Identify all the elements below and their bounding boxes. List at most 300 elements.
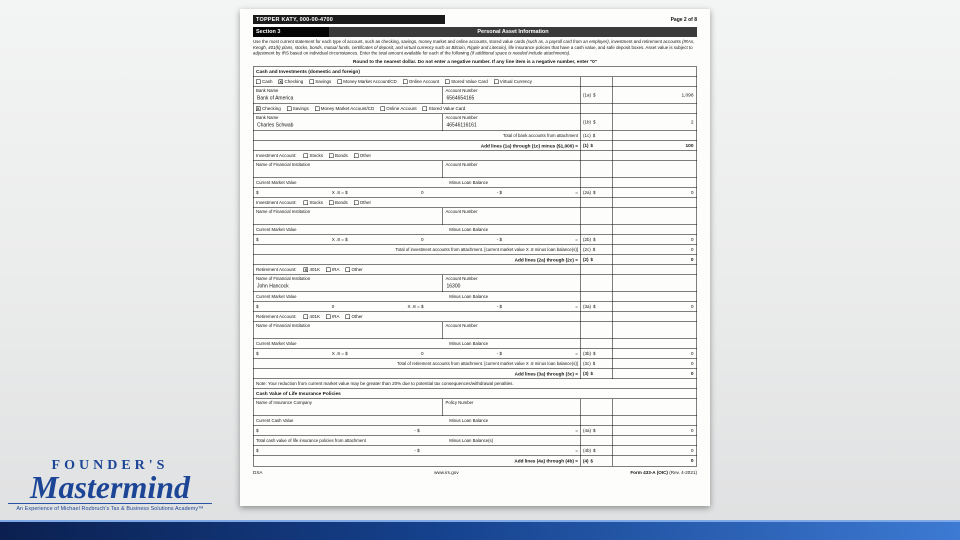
instr-italic: (IRAs, Keogh, 401(k) plans, stocks, bonds, mutual funds, certificates of deposit, and virtual currency such as Bitcoin, Ripple and Litecoin)	[253, 39, 695, 50]
retirement1-institution-row	[254, 275, 697, 292]
dollar-sign: $	[590, 371, 594, 377]
bank2-account-value: 46546116161	[446, 122, 477, 128]
checking-label: Checking	[284, 79, 304, 85]
ira-checkbox	[326, 267, 331, 272]
form-page-content	[240, 9, 710, 506]
dollar-sign: $	[593, 351, 596, 357]
option-stored-value-card	[423, 106, 466, 111]
cash-value-labels	[254, 416, 581, 426]
amount-cell	[613, 225, 697, 235]
ira-label: IRA	[332, 314, 340, 320]
amount-cell	[613, 292, 697, 302]
bank2-type-row	[254, 104, 697, 114]
investment1-calc	[254, 188, 581, 198]
retirement2-type-options	[254, 312, 581, 322]
line-4-amount: 0	[613, 456, 697, 466]
line-tag: (4a)	[583, 428, 592, 434]
option-savings	[309, 79, 331, 84]
current-market-value-label: Current Market Value	[256, 294, 297, 300]
dollar-sign: $	[590, 257, 594, 263]
bank2-row	[254, 114, 697, 131]
money-market-label: Money Market Account/CD	[320, 106, 375, 112]
amount-cell	[613, 416, 697, 426]
retirement1-institution-cell	[254, 275, 443, 292]
dollar-sign: $	[593, 119, 596, 125]
current-cash-value-label: Current Cash Value	[256, 418, 294, 424]
fi-name-label: Name of Financial Institution	[256, 161, 311, 167]
dollar-sign: $	[256, 351, 259, 357]
add-lines-4-text: Add lines (4a) through (4b) =	[514, 458, 578, 464]
option-stored-value-card	[445, 79, 488, 84]
savings-label: Savings	[315, 79, 332, 85]
investment1-type-options	[254, 151, 581, 161]
retirement2-calc	[254, 349, 581, 359]
option-401k	[304, 267, 321, 272]
stocks-label: Stocks	[309, 200, 324, 206]
taxpayer-name-field: TOPPER KATY, 000-00-4700	[253, 15, 445, 24]
instr-text: , investment and retirement accounts	[608, 39, 683, 44]
line-label-cell	[581, 198, 613, 208]
line-3b-amount: 0	[613, 349, 697, 359]
option-savings	[287, 106, 309, 111]
investment1-value-labels	[254, 178, 581, 188]
line-tag: (2a)	[583, 190, 592, 196]
line-3c-amount: 0	[613, 359, 697, 369]
page-number: Page 2 of 8	[670, 16, 697, 23]
cash-checkbox	[256, 79, 261, 84]
line-3a-label	[581, 302, 613, 312]
other-checkbox	[354, 153, 359, 158]
investment2-value-labels-row	[254, 225, 697, 235]
investment-account-label: Investment Account:	[256, 153, 297, 159]
dollar-sign: $	[256, 237, 259, 243]
retirement1-calc	[254, 302, 581, 312]
life-calc-4b	[254, 446, 581, 456]
virtual-currency-label: Virtual Currency	[499, 79, 532, 85]
add-lines-3-row	[254, 369, 697, 379]
amount-cell	[613, 322, 697, 339]
stored-value-card-checkbox	[423, 106, 428, 111]
total-retirement-row	[254, 359, 697, 369]
investment2-account-cell	[443, 208, 581, 225]
ira-label: IRA	[332, 267, 340, 273]
option-cash	[256, 79, 273, 84]
line-tag: (4)	[583, 458, 589, 464]
line-tag: (3b)	[583, 351, 592, 357]
fi-name-label: Name of Financial Institution	[256, 322, 311, 328]
instr-text: .	[569, 50, 571, 56]
dollar-sign: $	[592, 247, 596, 253]
amount-cell	[613, 312, 697, 322]
amount-cell	[613, 104, 697, 114]
retirement2-value-labels-row	[254, 339, 697, 349]
option-other	[346, 314, 363, 319]
account-number-label: Account Number	[445, 114, 478, 120]
line-label-cell	[581, 77, 613, 87]
line-label-cell	[581, 275, 613, 292]
line-3-amount: 0	[613, 369, 697, 379]
fi-name-label: Name of Financial Institution	[256, 275, 311, 281]
bank1-type-options	[254, 77, 581, 87]
investment1-calc-row	[254, 188, 697, 198]
online-account-label: Online Account	[408, 79, 440, 85]
checking-checkbox: X	[279, 79, 283, 84]
bonds-checkbox	[329, 200, 334, 205]
dollar-sign: $	[593, 92, 596, 98]
other-label: Other	[351, 267, 363, 273]
amount-cell	[613, 198, 697, 208]
money-market-checkbox	[315, 106, 320, 111]
retirement1-account-value: 16300	[446, 283, 461, 289]
retirement2-type-row	[254, 312, 697, 322]
catalog-number: DXA	[253, 469, 263, 475]
retirement-account-label: Retirement Account:	[256, 314, 297, 320]
retirement1-type-row	[254, 265, 697, 275]
line-label-cell	[581, 178, 613, 188]
cash-value-labels-row	[254, 416, 697, 426]
line-label-cell	[581, 292, 613, 302]
other-checkbox	[346, 314, 351, 319]
retirement2-calc-value: 0	[420, 351, 424, 357]
money-market-checkbox	[337, 79, 342, 84]
retirement1-account-cell	[443, 275, 581, 292]
bank-name-label: Bank Name	[256, 87, 279, 93]
bank2-type-options	[254, 104, 581, 114]
option-money-market	[337, 79, 397, 84]
dollar-sign: $	[256, 428, 259, 434]
line-4a-amount: 0	[613, 426, 697, 436]
line-2-amount: 0	[613, 255, 697, 265]
dollar-sign: $	[592, 361, 596, 367]
line-1-amount: 100	[613, 141, 697, 151]
bank2-name-cell	[254, 114, 443, 131]
instr-text: Use the most current statement for each type of account, such as checking, savings, money market and online accounts, stored value cards	[253, 39, 527, 44]
times-point8-label: X .8 = $	[331, 190, 348, 196]
current-market-value-label: Current Market Value	[256, 341, 297, 347]
401k-checkbox: X	[304, 267, 308, 272]
dollar-sign: $	[590, 458, 594, 464]
life-calc-4b-row	[254, 446, 697, 456]
equals-sign: =	[575, 237, 578, 243]
line-1-label	[581, 141, 613, 151]
minus-loan-balance-label: Minus Loan Balance	[449, 294, 489, 300]
virtual-currency-checkbox	[494, 79, 499, 84]
retirement2-account-cell	[443, 322, 581, 339]
page-header	[253, 14, 697, 25]
retirement2-institution-cell	[254, 322, 443, 339]
savings-label: Savings	[292, 106, 309, 112]
online-account-label: Online Account	[386, 106, 417, 112]
option-other	[354, 153, 371, 158]
form-name: Form 433-A (OIC)	[630, 469, 668, 475]
asset-table	[253, 66, 697, 466]
section-instructions	[253, 39, 697, 56]
bank1-name-cell	[254, 87, 443, 104]
dollar-sign: $	[593, 428, 596, 434]
investment1-type-row	[254, 151, 697, 161]
dollar-sign: $	[256, 190, 259, 196]
line-3-label	[581, 369, 613, 379]
line-tag: (3a)	[583, 304, 592, 310]
account-number-label: Account Number	[445, 161, 478, 167]
logo-tagline: An Experience of Michael Rozbruch's Tax & Business Solutions Academy™	[8, 503, 212, 512]
line-4b-label	[581, 446, 613, 456]
line-label-cell	[581, 416, 613, 426]
amount-cell	[613, 436, 697, 446]
account-number-label: Account Number	[445, 322, 478, 328]
policy-number-cell	[443, 399, 581, 416]
dollar-sign: $	[593, 304, 596, 310]
line-tag: (4b)	[583, 448, 592, 454]
option-online-account	[403, 79, 439, 84]
total-investment-row	[254, 245, 697, 255]
line-2-label	[581, 255, 613, 265]
line-tag: (1)	[583, 143, 589, 149]
line-tag: (1b)	[583, 119, 592, 125]
retirement2-value-labels	[254, 339, 581, 349]
minus-loan-balance-label: Minus Loan Balance	[449, 418, 489, 424]
current-market-value-label: Current Market Value	[256, 227, 297, 233]
bank1-name-value: Bank of America	[257, 95, 294, 101]
instr-italic: (if additional space is needed include attachments)	[470, 50, 570, 56]
bank2-name-value: Charles Schwab	[257, 122, 294, 128]
total-life-labels-row	[254, 436, 697, 446]
amount-cell	[613, 399, 697, 416]
stored-value-card-label: Stored Value Card	[428, 106, 466, 112]
other-label: Other	[351, 314, 363, 320]
bonds-label: Bonds	[335, 200, 348, 206]
option-online-account	[380, 106, 416, 111]
add-lines-1-text: Add lines (1a) through (1c) minus ($1,000) =	[480, 142, 578, 149]
amount-cell	[613, 339, 697, 349]
line-tag: (3)	[583, 371, 589, 377]
money-market-label: Money Market Account/CD	[343, 79, 397, 85]
insurance-company-cell	[254, 399, 443, 416]
minus-dollar-label: - $	[496, 304, 503, 310]
investment2-type-options	[254, 198, 581, 208]
form-revision: (Rev. 4-2021)	[669, 469, 697, 475]
bonds-checkbox	[329, 153, 334, 158]
retirement1-value-labels-row	[254, 292, 697, 302]
other-label: Other	[359, 200, 372, 206]
investment1-account-cell	[443, 161, 581, 178]
investment1-institution-cell	[254, 161, 443, 178]
option-virtual-currency	[494, 79, 532, 84]
note-text: Note: Your reduction from current market value may be greater than 20% due to potential tax consequences/withdrawal penalties.	[256, 381, 514, 387]
account-number-label: Account Number	[445, 87, 478, 93]
equals-sign: =	[575, 448, 579, 454]
minus-loan-balances-label: Minus Loan Balance(s)	[449, 438, 494, 444]
note-row	[254, 379, 697, 389]
minus-loan-balance-label: Minus Loan Balance	[449, 180, 489, 186]
line-3c-label	[581, 359, 613, 369]
line-3a-amount: 0	[613, 302, 697, 312]
stocks-checkbox	[304, 200, 309, 205]
retirement2-calc-row	[254, 349, 697, 359]
retirement1-calc-row	[254, 302, 697, 312]
option-bonds	[329, 153, 348, 158]
account-number-label: Account Number	[445, 208, 478, 214]
dollar-sign: $	[593, 448, 596, 454]
dollar-sign: $	[590, 143, 594, 149]
stocks-label: Stocks	[309, 153, 324, 159]
equals-sign: =	[575, 428, 579, 434]
dollar-sign: $	[593, 190, 596, 196]
line-1c-label	[581, 131, 613, 141]
bank1-account-cell	[443, 87, 581, 104]
line-1a-amount: 1,098	[613, 87, 697, 104]
investment2-calc	[254, 235, 581, 245]
retirement1-type-options	[254, 265, 581, 275]
line-tag: (2b)	[583, 237, 592, 243]
dollar-sign: $	[256, 304, 259, 310]
times-point8-label: X .8 = $	[331, 237, 348, 243]
equals-sign: =	[575, 304, 578, 310]
amount-cell	[613, 208, 697, 225]
current-market-value-label: Current Market Value	[256, 180, 297, 186]
checking-label: Checking	[262, 106, 281, 112]
401k-label: 401K	[309, 267, 321, 273]
stocks-checkbox	[304, 153, 309, 158]
insurance-company-row	[254, 399, 697, 416]
total-investment-text: Total of investment accounts from attachment. [current market value X .8 minus loan balance(s)]	[395, 247, 578, 253]
option-ira	[326, 314, 340, 319]
line-2a-amount: 0	[613, 188, 697, 198]
dollar-sign: $	[593, 237, 596, 243]
policy-number-label: Policy Number	[445, 399, 474, 405]
section-header-bar	[253, 27, 697, 37]
add-lines-2-text: Add lines (2a) through (2c) =	[514, 256, 578, 263]
line-tag: (3c)	[583, 361, 591, 367]
form-page	[240, 9, 710, 506]
online-account-checkbox	[403, 79, 408, 84]
investment2-value-labels	[254, 225, 581, 235]
life-insurance-header-row	[254, 389, 697, 399]
section-title: Personal Asset Information	[329, 27, 697, 37]
option-bonds	[329, 200, 348, 205]
retirement1-calc-value: 0	[331, 304, 335, 310]
line-label-cell	[581, 436, 613, 446]
times-point8-label: X .8 = $	[407, 304, 424, 310]
401k-checkbox	[304, 314, 309, 319]
line-4b-amount: 0	[613, 446, 697, 456]
cash-investments-header-row	[254, 67, 697, 77]
total-bank-text: Total of bank accounts from attachment	[503, 133, 578, 139]
line-2c-label	[581, 245, 613, 255]
line-label-cell	[581, 104, 613, 114]
option-other	[346, 267, 363, 272]
form-id	[630, 470, 697, 475]
line-label-cell	[581, 161, 613, 178]
checking-checkbox: X	[256, 106, 260, 111]
instr-italic: (such as, a payroll card from an employer)	[526, 39, 609, 44]
dollar-sign: $	[592, 133, 596, 139]
amount-cell	[613, 77, 697, 87]
option-ira	[326, 267, 340, 272]
option-401k	[304, 314, 321, 319]
option-stocks	[304, 200, 324, 205]
line-1c-amount	[613, 131, 697, 141]
investment2-institution-row	[254, 208, 697, 225]
line-tag: (2c)	[583, 247, 591, 253]
line-1b-amount: 2	[613, 114, 697, 131]
line-label-cell	[581, 151, 613, 161]
section-label: Section 3	[253, 27, 329, 37]
bonds-label: Bonds	[335, 153, 348, 159]
amount-cell	[613, 151, 697, 161]
other-checkbox	[346, 267, 351, 272]
investment-account-label: Investment Account:	[256, 200, 297, 206]
logo-mastermind-text: Mastermind	[29, 469, 191, 505]
amount-cell	[613, 161, 697, 178]
minus-dollar-label: - $	[414, 428, 420, 434]
retirement2-institution-row	[254, 322, 697, 339]
bank2-account-cell	[443, 114, 581, 131]
equals-sign: =	[575, 190, 578, 196]
savings-checkbox	[287, 106, 292, 111]
bottom-gradient-bar	[0, 520, 960, 540]
total-bank-row	[254, 131, 697, 141]
investment1-calc-value: 0	[420, 190, 424, 196]
investment1-value-labels-row	[254, 178, 697, 188]
bank1-account-value: 6564654165	[446, 95, 475, 101]
equals-sign: =	[575, 351, 578, 357]
investment2-calc-row	[254, 235, 697, 245]
total-life-label: Total cash value of life insurance policies from attachment	[256, 438, 366, 444]
line-tag: (1c)	[583, 133, 591, 139]
rounding-note: Round to the nearest dollar. Do not enter a negative number. If any line item is a negative number, enter "0"	[352, 58, 598, 65]
line-label-cell	[581, 265, 613, 275]
line-label-cell	[581, 312, 613, 322]
option-money-market	[315, 106, 375, 111]
instr-text: , life insurance policies that have a cash value, and safe deposit boxes. Asset value is subject to adjustment by IRS based on individual circumstances. Enter the total amount available for each of the following	[253, 44, 693, 56]
form-footer	[253, 470, 697, 475]
add-lines-3-text: Add lines (3a) through (3c) =	[514, 370, 578, 377]
line-4-label	[581, 456, 613, 466]
retirement1-value-labels	[254, 292, 581, 302]
line-tag: (1a)	[583, 92, 592, 98]
line-1b-label	[581, 114, 613, 131]
line-label-cell	[581, 339, 613, 349]
option-other	[354, 200, 371, 205]
line-3b-label	[581, 349, 613, 359]
bank-name-label: Bank Name	[256, 114, 279, 120]
line-label-cell	[581, 225, 613, 235]
line-tag: (2)	[583, 257, 589, 263]
line-1a-label	[581, 87, 613, 104]
minus-dollar-label: - $	[496, 237, 503, 243]
fi-name-label: Name of Financial Institution	[256, 208, 311, 214]
logo-founders-text: FOUNDER'S	[51, 458, 169, 473]
investment2-type-row	[254, 198, 697, 208]
line-label-cell	[581, 399, 613, 416]
times-point8-label: X .8 = $	[331, 351, 348, 357]
bank1-type-row	[254, 77, 697, 87]
option-stocks	[304, 153, 324, 158]
option-checking	[256, 106, 281, 111]
account-number-label: Account Number	[445, 275, 478, 281]
401k-label: 401K	[309, 314, 321, 320]
online-account-checkbox	[380, 106, 385, 111]
bank1-row	[254, 87, 697, 104]
option-checking	[279, 79, 304, 84]
life-insurance-title: Cash Value of Life Insurance Policies	[256, 390, 341, 397]
stored-value-card-checkbox	[445, 79, 450, 84]
total-life-labels	[254, 436, 581, 446]
stored-value-card-label: Stored Value Card	[451, 79, 488, 85]
amount-cell	[613, 275, 697, 292]
other-checkbox	[354, 200, 359, 205]
